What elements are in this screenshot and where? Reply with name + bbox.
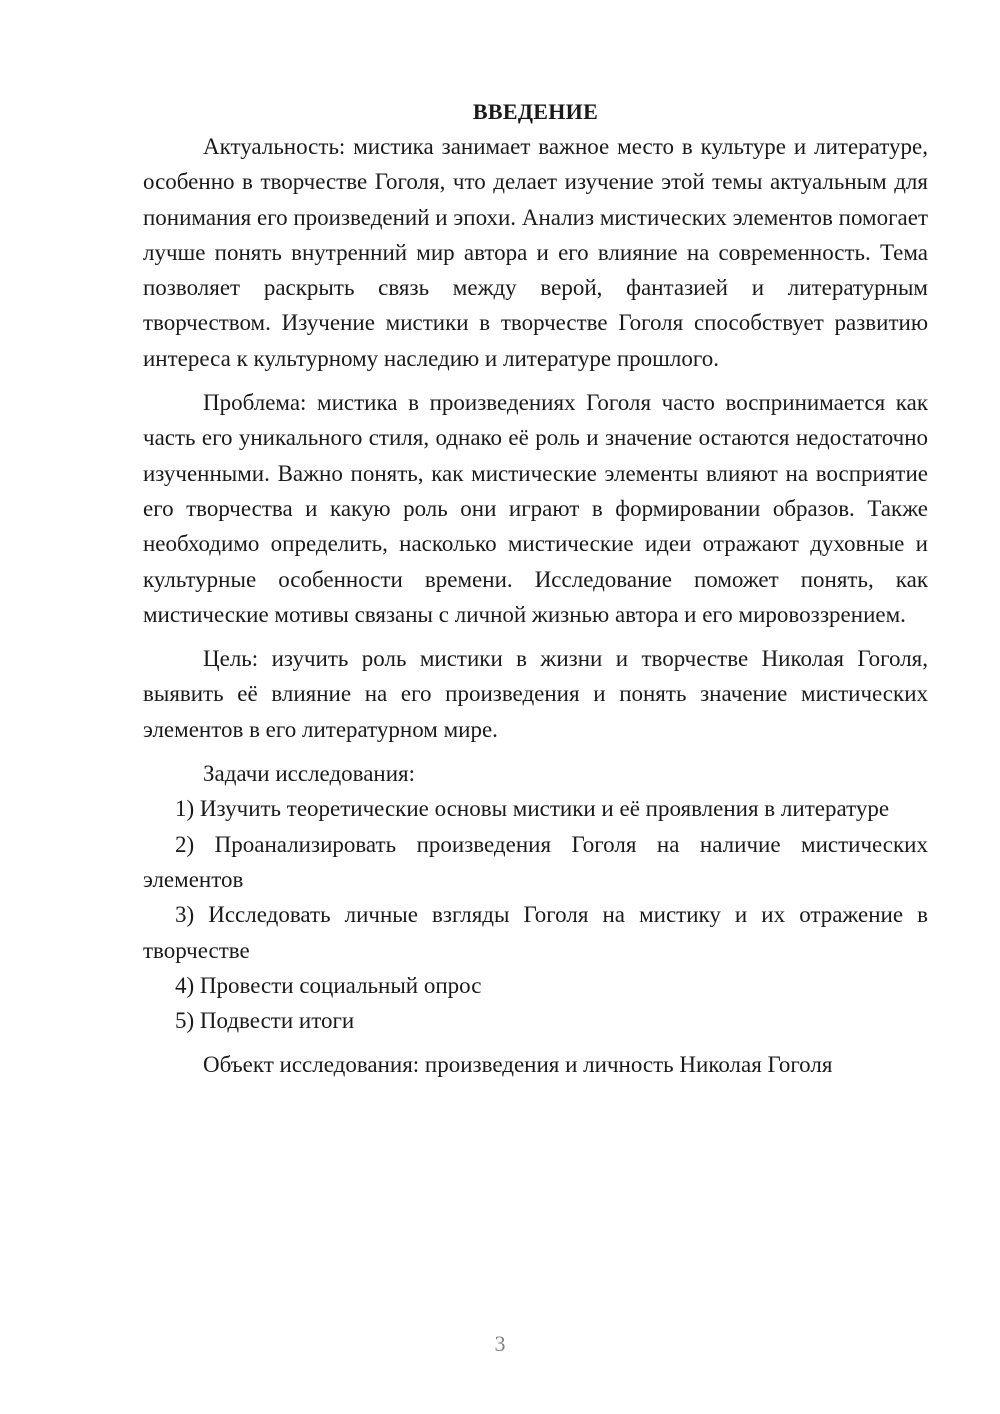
paragraph-problem: Проблема: мистика в произведениях Гоголя часто воспринимается как часть его уникального стиля, однако её роль и значение остаются недостаточно изученными. Важно понять, как мистические элементы влияют на восприятие его творчества и какую роль они играют в формировании образов. Также необходимо определить, насколько мистические идеи отражают духовные и культурные особенности времени. Исследование поможет понять, как мистические мотивы связаны с личной жизнью автора и его мировоззрением.: [143, 390, 928, 627]
task-item-3: 3) Исследовать личные взгляды Гоголя на мистику и их отражение в творчестве: [143, 902, 928, 963]
paragraph-relevance: Актуальность: мистика занимает важное место в культуре и литературе, особенно в творчестве Гоголя, что делает изучение этой темы актуальным для понимания его произведений и эпохи. Анализ мистических элементов помогает лучше понять внутренний мир автора и его влияние на современность. Тема позволяет раскрыть связь между верой, фантазией и литературным творчеством. Изучение мистики в творчестве Гоголя способствует развитию интереса к культурному наследию и литературе прошлого.: [143, 134, 928, 371]
paragraph-tasks-heading: Задачи исследования:: [203, 761, 416, 787]
page-content: [143, 94, 928, 1083]
page-number: 3: [494, 1331, 506, 1356]
paragraph-object: Объект исследования: произведения и личность Николая Гоголя: [203, 1052, 833, 1078]
page-title: ВВЕДЕНИЕ: [472, 99, 599, 124]
task-item-2: 2) Проанализировать произведения Гоголя на наличие мистических элементов: [143, 831, 928, 892]
task-item-1: 1) Изучить теоретические основы мистики и её проявления в литературе: [175, 796, 890, 822]
task-item-5: 5) Подвести итоги: [175, 1008, 355, 1034]
paragraph-goal: Цель: изучить роль мистики в жизни и творчестве Николая Гоголя, выявить её влияние на его произведения и понять значение мистических элементов в его литературном мире.: [143, 646, 928, 742]
task-item-4: 4) Провести социальный опрос: [175, 972, 482, 998]
